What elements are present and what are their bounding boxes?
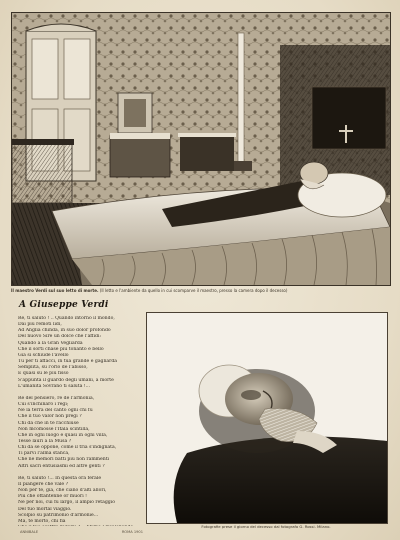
poem-line: Che il sorti chase più tonanto e bello <box>18 346 104 352</box>
poem-line: Più che ottantenne or muori ! <box>18 494 87 500</box>
poem-line: Non per te, già, che ciano d'alti allori, <box>18 488 107 494</box>
poem-line: Scolpio su patrimonio d'armonie... <box>18 512 99 518</box>
poem-line: Tesse lauri a la Musa ? <box>18 438 72 444</box>
poem-line: Del tuo mortal viaggio. <box>18 506 72 512</box>
poem-author: ANNIBALE <box>20 530 39 534</box>
photograph-caption: Fotografie prese il giorno del decesso dal fotografo G. Rossi. Milano. <box>201 524 331 529</box>
poem-line: Semplità, su l'orlo de l'abisso, <box>18 365 88 371</box>
poem-line: Che in ogni luogo e quasi in ogni villa, <box>18 432 108 438</box>
poem-line: E quasi su le più fisso <box>18 371 69 377</box>
poem-line: Ne la terra del canto ogni chi fu <box>18 408 93 414</box>
engraving-caption-rest: (Il letto e l'ambiente da quello in cui scomparve il maestro, presso la camera dopo il decesso) <box>99 288 288 293</box>
poem-title: A Giuseppe Verdi <box>19 300 109 310</box>
poem-line: Chi da che in te racchiuse <box>18 420 79 426</box>
poem-line: Già si schiude l'avello <box>18 352 69 358</box>
poem-line: Ti parvi l'alma stanca, <box>18 451 70 457</box>
poem-line: Ad Anglia chinda, in suo dolor profondo <box>18 328 111 334</box>
poem-line: Nè per noi, cui fu largo, il ampio retaggio <box>18 500 115 506</box>
poem-line: Non mcomosse l'Itala scintilla, <box>18 426 90 432</box>
poem-line: Cui s'inchinâro i regi; <box>18 402 69 408</box>
deathbed-engraving <box>11 12 391 286</box>
poem-line: Chi da se oppone, come il tria s'indignata, <box>18 445 117 451</box>
poem-line <box>18 525 143 526</box>
poem-stanza-2 <box>18 396 143 470</box>
poem-body <box>18 316 143 526</box>
poem-line: Dai più remoti lidi, <box>18 322 62 328</box>
engraving-caption <box>11 286 389 296</box>
poem-date: ROMA 1901 <box>121 530 143 534</box>
poem-line: Ma, te morto, chi fia <box>18 518 66 524</box>
poem-line: L'umanità Sovrano ti saluta !... <box>18 383 91 389</box>
engraving-caption-lead: Il maestro Verdi sul suo letto di morte. <box>11 288 99 293</box>
poem-line: Re del pensiero, re de l'armonia, <box>18 395 95 401</box>
poem-stanza-1 <box>18 316 143 390</box>
poem-line: Tu per ti affacci, in tua grande e gagliarda <box>18 359 118 365</box>
poem-line: Che il tuo valor non pregi ? <box>18 414 82 420</box>
poem-line: Che né memori batti più non rammenti <box>18 457 110 463</box>
poem-line: S'appunta il guardo degli umani, a morte <box>18 377 114 383</box>
poem-stanza-3 <box>18 476 143 526</box>
poem-line: Re, ti saluto ! .. Quando intorno il mondo, <box>18 316 115 321</box>
poem-line: Il piangere che vale ? <box>18 481 69 487</box>
poem-footer <box>18 528 143 536</box>
poem-line: Re, ti saluto !... In questa ora ferale <box>18 475 102 481</box>
deathbed-photograph <box>146 312 388 524</box>
poem-line: Altri sacri entusiasmi ed altre genti ? <box>18 463 105 469</box>
poem-line: Quando a la Gran Vegliarda <box>18 340 83 346</box>
poem-line: Del nuovo Sire un dolce che l'affidi: <box>18 334 102 340</box>
